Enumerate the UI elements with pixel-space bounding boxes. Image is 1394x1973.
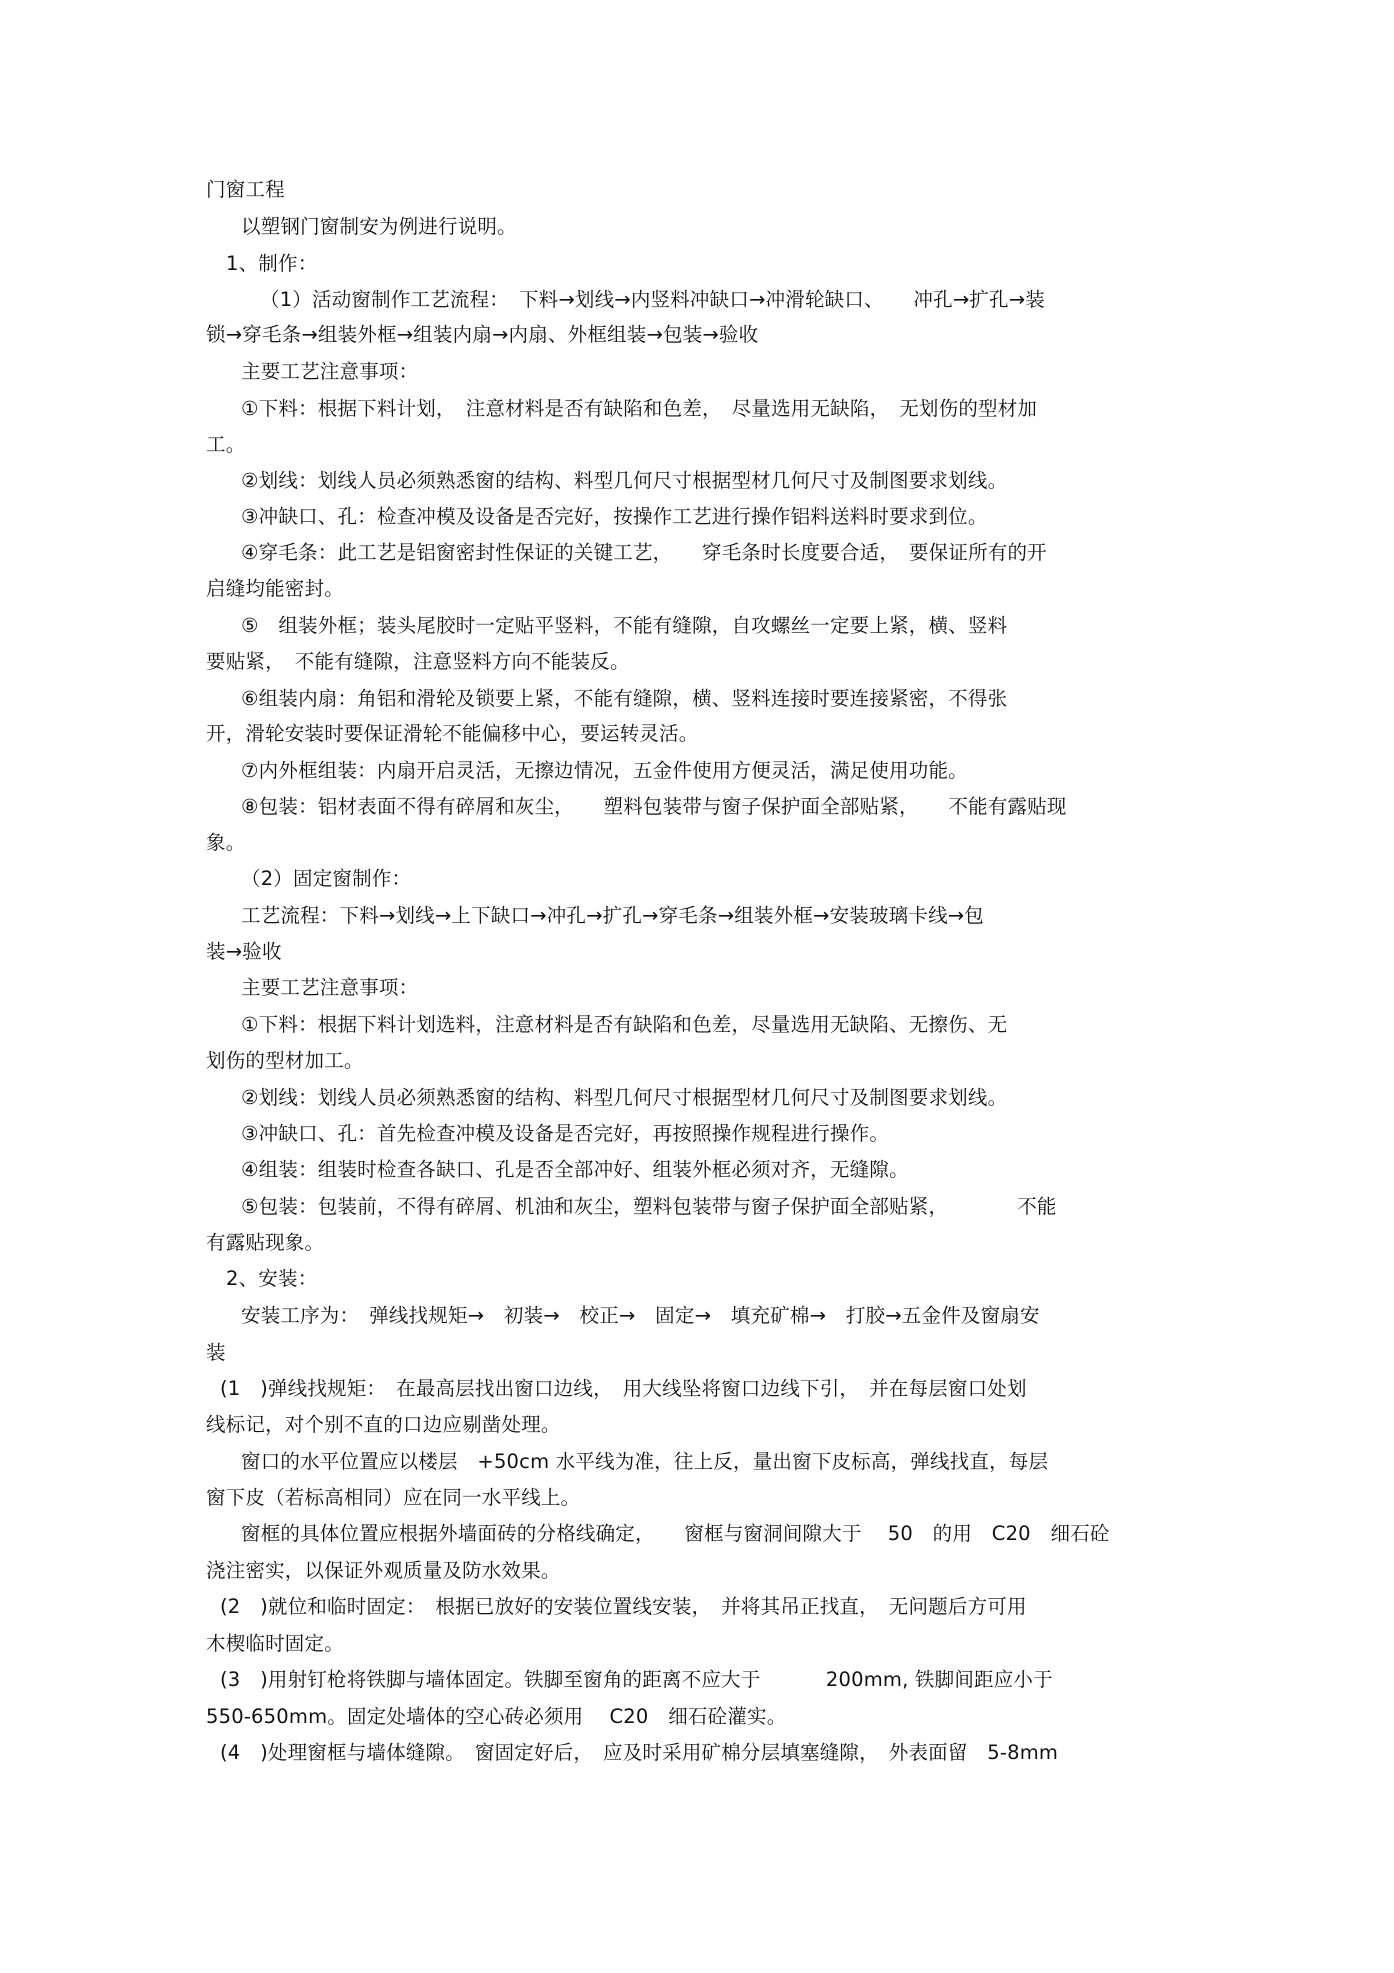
text-line: 锁→穿毛条→组装外框→组装内扇→内扇、外框组装→包装→验收: [206, 323, 759, 346]
text-line: (4 )处理窗框与墙体缝隙。 窗固定好后， 应及时采用矿棉分层填塞缝隙， 外表面留 5-8mm: [220, 1741, 1059, 1764]
text-line: 开，滑轮安装时要保证滑轮不能偏移中心，要运转灵活。: [206, 722, 699, 745]
text-line: 主要工艺注意事项：: [241, 976, 419, 999]
text-line: 划伤的型材加工。: [206, 1049, 364, 1072]
text-line: 工艺流程：下料→划线→上下缺口→冲孔→扩孔→穿毛条→组装外框→安装玻璃卡线→包: [241, 904, 985, 927]
text-line: ①下料：根据下料计划， 注意材料是否有缺陷和色差， 尽量选用无缺陷， 无划伤的型材加: [241, 397, 1038, 420]
text-line: ①下料：根据下料计划选料，注意材料是否有缺陷和色差，尽量选用无缺陷、无擦伤、无: [241, 1013, 1008, 1036]
section-heading: （2）固定窗制作：: [241, 867, 412, 890]
text-line: 窗下皮（若标高相同）应在同一水平线上。: [206, 1486, 581, 1509]
text-line: 主要工艺注意事项：: [241, 360, 419, 383]
text-line: ⑤ 组装外框；装头尾胶时一定贴平竖料，不能有缝隙，自攻螺丝一定要上紧，横、竖料: [241, 614, 1008, 637]
text-line: 窗框的具体位置应根据外墙面砖的分格线确定， 窗框与窗洞间隙大于 50 的用 C20 细石砼: [241, 1522, 1110, 1545]
text-line: 启缝均能密封。: [206, 577, 344, 600]
text-line: 工。: [206, 433, 246, 456]
text-line: (2 )就位和临时固定： 根据已放好的安装位置线安装， 并将其吊正找直， 无问题后方可用: [220, 1595, 1027, 1618]
text-line: 浇注密实，以保证外观质量及防水效果。: [206, 1559, 561, 1582]
text-line: 装→验收: [206, 940, 282, 963]
text-line: 装: [206, 1341, 226, 1364]
text-line: ④穿毛条：此工艺是铝窗密封性保证的关键工艺， 穿毛条时长度要合适， 要保证所有的开: [241, 541, 1047, 564]
text-line: 窗口的水平位置应以楼层 +50cm 水平线为准，往上反，量出窗下皮标高，弹线找直，每层: [241, 1450, 1049, 1473]
text-line: 象。: [206, 831, 246, 854]
text-line: 木楔临时固定。: [206, 1632, 344, 1655]
text-line: 有露贴现象。: [206, 1231, 325, 1254]
text-line: ④组装：组装时检查各缺口、孔是否全部冲好、组装外框必须对齐，无缝隙。: [241, 1158, 909, 1181]
section-heading: 1、制作：: [226, 252, 318, 275]
text-line: 线标记，对个别不直的口边应剔凿处理。: [206, 1413, 561, 1436]
section-heading: 2、安装：: [226, 1267, 318, 1290]
text-line: (3 )用射钉枪将铁脚与墙体固定。铁脚至窗角的距离不应大于 200mm, 铁脚间距应小于: [220, 1668, 1053, 1691]
text-line: (1 )弹线找规矩： 在最高层找出窗口边线， 用大线坠将窗口边线下引， 并在每层窗口处划: [220, 1377, 1027, 1400]
text-line: ②划线：划线人员必须熟悉窗的结构、料型几何尺寸根据型材几何尺寸及制图要求划线。: [241, 1086, 1008, 1109]
text-line: 550-650mm。固定处墙体的空心砖必须用 C20 细石砼灌实。: [206, 1705, 787, 1728]
text-line: 要贴紧， 不能有缝隙，注意竖料方向不能装反。: [206, 650, 630, 673]
page-title: 门窗工程: [206, 178, 285, 201]
text-line: ③冲缺口、孔：首先检查冲模及设备是否完好，再按照操作规程进行操作。: [241, 1122, 890, 1145]
text-line: （1）活动窗制作工艺流程： 下料→划线→内竖料冲缺口→冲滑轮缺口、 冲孔→扩孔→装: [260, 288, 1046, 311]
text-line: ⑦内外框组装：内扇开启灵活，无擦边情况，五金件使用方便灵活，满足使用功能。: [241, 759, 968, 782]
text-line: 安装工序为： 弹线找规矩→ 初装→ 校正→ 固定→ 填充矿棉→ 打胶→五金件及窗扇安: [241, 1304, 1040, 1327]
text-line: ⑧包装：铝材表面不得有碎屑和灰尘， 塑料包装带与窗子保护面全部贴紧， 不能有露贴现: [241, 795, 1067, 818]
text-line: ⑥组装内扇：角铝和滑轮及锁要上紧，不能有缝隙，横、竖料连接时要连接紧密，不得张: [241, 687, 1008, 710]
text-line: 以塑钢门窗制安为例进行说明。: [241, 215, 517, 238]
text-line: ⑤包装：包装前，不得有碎屑、机油和灰尘，塑料包装带与窗子保护面全部贴紧， 不能: [241, 1195, 1057, 1218]
text-line: ②划线：划线人员必须熟悉窗的结构、料型几何尺寸根据型材几何尺寸及制图要求划线。: [241, 469, 1008, 492]
text-line: ③冲缺口、孔：检查冲模及设备是否完好，按操作工艺进行操作铝料送料时要求到位。: [241, 505, 988, 528]
